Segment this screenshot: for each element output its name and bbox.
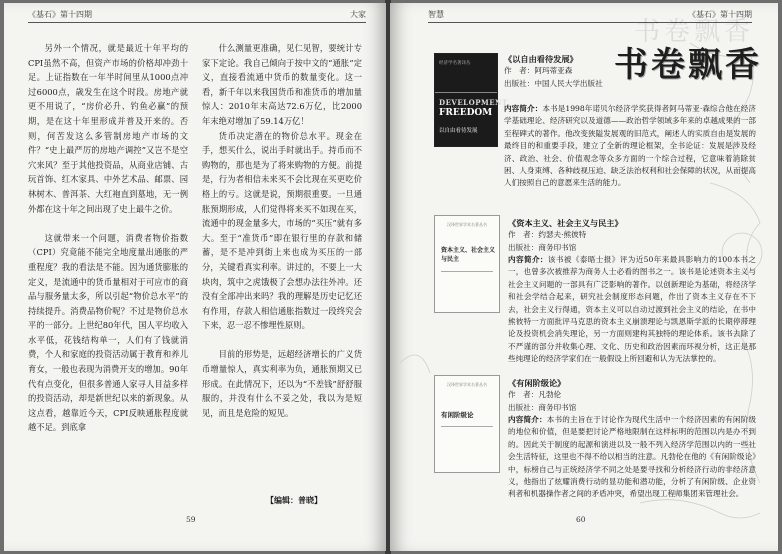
left-header-section: 大家 <box>350 10 366 19</box>
book-intro: 本书是1998年诺贝尔经济学奖获得者阿马蒂亚·森综合他在经济学基础理论、经济研究以及道德——政治哲学领域多年来的卓越成果的一部至程碑式的著作。他改变狭隘发展观的旧范式，阐述人的实质自由是发展的最终目的和重要手段，建立了全新的理论框架，全书论证：发展是涉及经济、政治、社会、价值观念等众多方面的一个综合过程，它意味着消除贫困、人身束缚、各种歧视压迫、缺乏法治权利和社会保障的状况，从而提高人们按照自己的意愿来生活的能力。 <box>504 104 756 188</box>
book-title: 《有闲阶级论》 <box>508 378 566 388</box>
right-page <box>390 3 778 551</box>
cover-rule <box>435 92 497 93</box>
right-header-section: 智慧 <box>428 10 444 19</box>
book-entry-2-meta <box>508 217 756 254</box>
column-title-shadow: 书卷飘香 <box>633 17 754 47</box>
intro-label: 内容简介： <box>504 104 543 113</box>
cover-series: 经济学名著译丛 <box>439 61 471 66</box>
book-title: 《资本主义、社会主义与民主》 <box>508 218 623 228</box>
column-title: 书卷飘香 <box>614 45 762 85</box>
book-author: 作 者：阿玛蒂亚森 <box>504 66 573 76</box>
cover-chinese-title: 资本主义、社会主义与民主 <box>441 247 496 263</box>
paragraph: 目前的形势是，远超经济增长的广义货币增量惊人，真实利率为负，通胀预期又已形成。在此情况下，还以为“不差钱”舒舒服服的，并没有什么不妥之处，我以为是短见，而且是危险的短见。 <box>202 349 362 418</box>
page-number-right: 60 <box>576 515 586 524</box>
editor-credit: 【编辑：普晓】 <box>266 495 322 505</box>
left-column-2 <box>202 41 362 479</box>
book-author: 作 者：凡勃伦 <box>508 390 562 400</box>
book-entry-1-intro <box>428 103 756 203</box>
book-publisher: 出版社：商务印书馆 <box>508 242 577 252</box>
cover-chinese-title: 以自由看待发展 <box>439 128 478 134</box>
cover-english-subtitle: FREEDOM <box>439 108 493 118</box>
paragraph: 货币决定潜在的物价总水平。现金在手，想买什么，说出手时就出手。持币而不购物的，那也是为了将来购物的方便。前提是，行为者相信未来买不会比现在买更吃价格上的亏。这就是说，预期很重要。一旦通胀预期形成，人们觉得将来买不如现在买，流通中的现金量多大，市场的“买压”就有多大。至于“准货币”即在银行里的存款和储蓄，是不是冲到街上来也成为买压的一部分，关键看真实利率。讲过的，不要上一大块肉，筑中之虎饿极了会想办法往外冲。还没有全部冲出来吗？我的理解是历史记忆还有作用，存款人相信通胀指数过一段终究会下来，忍一忍不惨埋性原则。 <box>202 130 362 331</box>
paragraph: 什么测量更准确，见仁见智，要统计专家下定论。我自己倾向于按中文的“通胀”定义，直接看流通中货币的数量变化。这一看，新千年以来我国货币和准货币的增加量惊人：2010年末高达72.6万亿，比2000年末绝对增加了59.14万亿！ <box>202 43 362 126</box>
book-intro: 该书被《泰晤士报》评为近50年来最具影响力的100本书之一，也曾多次被推荐为商务人士必看的图书之一。该书是论述资本主义与社会主义问题的一部具有广泛影响的著作。以创新理论为基础，将经济学和社会学结合起来，研究社会制度形态问题，作出了资本主义存在不下去，社会主义行得通，资本主义可以自动过渡到社会主义的结论，在书中熊彼特一方面批评马克思的资本主义崩溃理论与凯恩斯学派的长期停滞理论及投资机会消失理论，另一方面则建构其独特的理论体系。该书去除了不严谨的部分并收集心理、文化、历史和政治因素而环视分析，这正是那些纯理论的经济学家们在一般假设上所回避和认为无法掌控的。 <box>508 255 757 364</box>
cover-english-title: DEVELOPMENT <box>439 98 508 107</box>
book-intro: 本书的主旨在于讨论作为现代生活中一个经济因素的有闲阶级的地位和价值，但是要把讨论严格地限制在这样标明的范围以内是办不到的。因此关于制度的起源和演进以及一般不列入经济学范围以内的一些社会生活特征，这里也不得不给以相当的注意。凡勃伦在他的《有闲阶级论》中，标榜自己与正统经济学不同之处是要寻找和分析经济行动的非经济意义，他指出了炫耀消费行动的显功能和潜功能，分析了有闲阶级、企业资利者和机器操作者之间的矛盾冲突，希望出现工程师集团来管理社会。 <box>508 415 757 499</box>
book-author: 作 者：约瑟夫·熊彼特 <box>508 230 587 240</box>
book-publisher: 出版社：商务印书馆 <box>508 402 577 412</box>
book-publisher: 出版社：中国人民大学出版社 <box>504 78 603 88</box>
cover-series: 汉译世界学术名著丛书 <box>447 382 487 387</box>
left-page <box>4 3 386 551</box>
page-number-left: 59 <box>186 515 196 524</box>
left-column-1 <box>28 41 188 507</box>
paragraph: 这就带来一个问题，消费者物价指数（CPI）究竟能不能完全地度量出通胀的严重程度？我的看法是不能。因为通货膨胀的定义，是流通中的货币量相对于可应市的商品与服务量太多，所以引起“物价总水平”的持续提升。消费品物价呢？不过是物价总水平的一部分。上世纪80年代，国人平均收入水平低，花钱结构单一，人们有了钱就消费，个人和家庭的投资活动属于教育和养儿育女，一般也表现为消费开支的增加。90年代有点变化，但很多普通人家寻人目益多样的投资活动，却是新世纪以来的新现象。从这点看，越靠近今天，CPI反映通胀程度就越不足。到底拿 <box>28 232 188 433</box>
left-header-journal: 《基石》第十四期 <box>28 10 92 19</box>
left-header-rule <box>28 22 366 23</box>
book-entry-1-meta <box>504 53 756 90</box>
book-entry-3-intro <box>428 414 756 510</box>
cover-chinese-title: 有闲阶级论 <box>441 411 474 419</box>
book-entry-2-intro <box>428 254 756 362</box>
right-header-journal: 《基石》第十四期 <box>688 10 752 19</box>
intro-label: 内容简介： <box>508 415 547 424</box>
book-title: 《以自由看待发展》 <box>504 54 578 64</box>
intro-label: 内容简介： <box>508 255 548 264</box>
paragraph: 另外一个情况，就是最近十年平均的CPI虽然不高，但资产市场的价格却冲劲十足。上证指数在一年半时间里从1000点冲过6000点，歳发生在这个时段。房地产就更不用说了，“房价必升、钓鱼必赢”的预期，是在这十年里形成并普及开来的。否则，何苦发这么多管制房地产市场的文件？“史上最严厉的房地产调控”又岂不是空穴来风？至于其他投资品，从商业店铺、古玩首饰、红木家具、中外艺术品、邮票、园林树木、普洱茶、大红袍直到墓地，无一例外都在这十年之间出现了史上最牛之价。 <box>28 43 188 214</box>
cover-series: 汉译世界学术名著丛书 <box>447 222 487 227</box>
book-entry-3-meta <box>508 377 756 414</box>
